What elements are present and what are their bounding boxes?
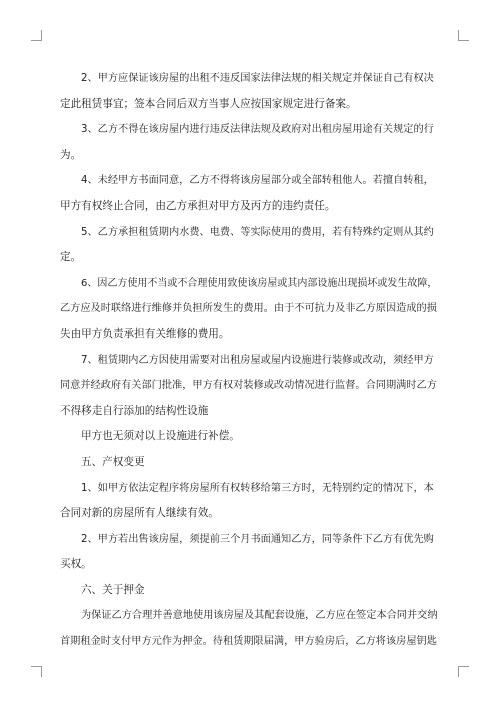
text-line: 为保证乙方合理并善意地使用该房屋及其配套设施，乙方应在签定本合同并交纳 [81, 610, 438, 622]
text-line: 6、因乙方使用不当或不合理使用致使该房屋或其内部设施出现损坏或发生故障， [81, 277, 438, 289]
crop-mark-top-right [458, 30, 469, 41]
text-line: 失由甲方负责承担有关维修的费用。 [60, 327, 230, 340]
text-line: 2、甲方若出售该房屋，须提前三个月书面通知乙方，同等条件下乙方有优先购 [81, 533, 434, 545]
text-line: 为。 [60, 148, 82, 161]
text-line: 五、产权变更 [81, 455, 145, 468]
text-line: 3、乙方不得在该房屋内进行违反法律法规及政府对出租房屋用途有关规定的行 [81, 124, 434, 136]
text-line: 不得移走自行添加的结构性设施 [60, 404, 209, 417]
text-line: 合同对新的房屋所有人继续有效。 [60, 507, 219, 520]
text-line: 1、如甲方依法定程序将房屋所有权转移给第三方时，无特别约定的情况下，本 [81, 482, 434, 494]
crop-mark-top-left [31, 30, 42, 41]
text-line: 甲方有权终止合同，由乙方承担对甲方及丙方的违约责任。 [60, 199, 336, 212]
text-line: 5、乙方承担租赁期内水费、电费、等实际使用的费用，若有特殊约定则从其约 [81, 226, 434, 238]
text-line: 乙方应及时联络进行维修并负担所发生的费用。由于不可抗力及非乙方原因造成的损 [60, 303, 437, 315]
text-line: 定。 [60, 251, 82, 264]
text-line: 7、租赁期内乙方因使用需要对出租房屋或屋内设施进行装修或改动，须经甲方 [81, 354, 434, 366]
text-line: 甲方也无须对以上设施进行补偿。 [81, 430, 240, 443]
document-body [60, 66, 438, 655]
text-line: 2、甲方应保证该房屋的出租不违反国家法律法规的相关规定并保证自己有权决 [81, 73, 434, 84]
crop-mark-bottom-right [458, 666, 469, 677]
text-line: 买权。 [60, 558, 92, 571]
text-line: 同意并经政府有关部门批准，甲方有权对装修或改动情况进行监督。合同期满时乙方 [60, 380, 437, 392]
text-line: 六、关于押金 [81, 583, 145, 596]
text-line: 4、未经甲方书面同意，乙方不得将该房屋部分或全部转租他人。若擅自转租， [81, 175, 434, 187]
text-line: 首期租金时支付甲方元作为押金。待租赁期限届满，甲方验房后，乙方将该房屋钥匙 [60, 636, 437, 648]
crop-mark-bottom-left [31, 666, 42, 677]
text-line: 定此租赁事宜；签本合同后双方当事人应按国家规定进行备案。 [60, 97, 357, 110]
